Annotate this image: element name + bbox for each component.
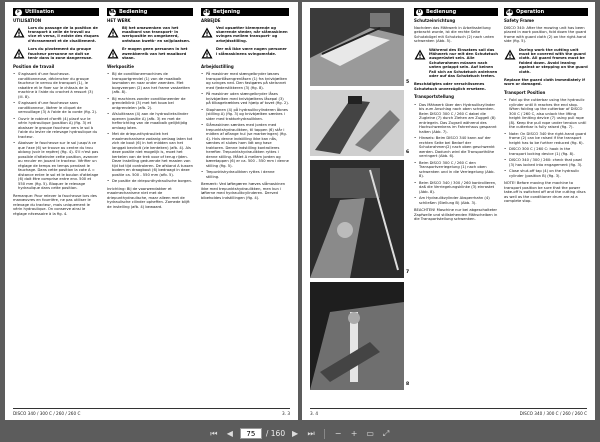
bullet-text: På maskiner med stængelbryder løsnes transportlåsengrenlåsen (1) fra knivbjælken og svinges ned. Den fastgøres på stelsnnet med fjederstikkeren (3) (fig. 8). (206, 72, 288, 90)
column-german (414, 8, 498, 396)
figure-5-photo (310, 8, 404, 86)
language-code-badge: NL (109, 8, 116, 14)
bullet-marker: • (201, 92, 204, 97)
bullet-marker: • (107, 179, 110, 184)
page-footer (310, 408, 587, 416)
page-right (302, 2, 595, 420)
section-subtitle: Schutzeinrichtung (414, 18, 456, 23)
warning-block (201, 26, 289, 44)
warning-block (107, 26, 193, 44)
bullet-marker: • (504, 169, 507, 174)
zoom-in-button[interactable] (348, 428, 360, 440)
zoom-in-icon: + (350, 429, 358, 438)
column-dutch (107, 8, 193, 396)
first-page-icon: ⏮ (210, 428, 218, 438)
bullet-marker: • (201, 72, 204, 77)
fit-page-icon: ▭ (366, 429, 374, 438)
figure-8-photo (310, 282, 404, 390)
page-navigation-toolbar (0, 425, 600, 442)
section-subtitle: HET WERK (107, 18, 131, 23)
bullet-item (13, 117, 99, 140)
prev-page-button[interactable] (224, 428, 236, 440)
warning-text: Lors du pivotement du groupe faucheur personne ne doit se tenir dans la zone dangereuse. (28, 47, 93, 60)
footer-model: DISCO 340 / 300 C / 260 / 260 C (519, 411, 587, 416)
bullet-text: Bij machines zonder conditioneerder de grendelklink (3) met het touw bel ontgrendelen (afb. 2). (112, 96, 186, 110)
bullet-marker: • (414, 180, 417, 185)
bullet-item (414, 136, 498, 159)
warning-triangle-icon (414, 48, 429, 79)
bullet-item (201, 92, 289, 106)
zoom-out-button[interactable] (332, 428, 344, 440)
language-code-badge: GB (506, 8, 513, 14)
bullet-marker: • (504, 147, 507, 152)
language-section-title: Utilisation (25, 8, 55, 15)
bullet-marker: • (504, 98, 507, 103)
warning-block (13, 47, 99, 60)
bullet-marker: • (107, 132, 110, 137)
note-paragraph: Beschädigtes oder verschlissenes Schutztuch unverzüglich ersetzen. (414, 82, 486, 91)
warning-text: Lors du passage de la position de transport à celle de travail ou vice et versa, il existe des risques d'écrasement et de cisaillement. (28, 25, 99, 43)
language-header (504, 8, 588, 16)
figure-5-number: 5 (406, 80, 410, 85)
bullet-item (504, 147, 588, 156)
bullet-text: På maskiner uden stængelbryder låses knivbjælken med knivbjælkens låsepal (3) på tilbagetrækkes ved hjælp af tovet (fig. 2). (206, 92, 289, 106)
language-header (201, 8, 289, 16)
bullet-text: Slåmaskinen sænkes med jorden med trepunktshydraulikken, til tappen (6) står i midten af aflange hul (se markeringen) (fig. 4). Hvis denne indstilling ikke kan nås, sænkes el slukes ham lidt ang hase traktoren. Denne indstilling kontrolleres herefter. Trepunktshydraulikken ryttes i denne stilling. Målet A mellem jorden og bæretappen (6) er ca. 500 - 550 mm i denne stilling (fig. 5). (206, 123, 289, 168)
figure-8-number: 8 (406, 382, 410, 387)
bullet-marker: • (201, 123, 204, 128)
bullet-text: Fold up the cutterbar using the hydraulic cylinder until it reaches the end stop. When folding up the cutterbar of DISCO 300 C / 260 C, also unlock the lifting height limiting device (7) using pull rope (8). Keep the pull rope under tension until the cutterbar is fully raised (fig. 7). (509, 98, 587, 130)
chevron-left-icon: ◀ (226, 429, 233, 438)
bullet-item (504, 158, 588, 167)
bullet-item (107, 97, 193, 111)
bullet-item (201, 170, 289, 179)
bullet-text: Close shut-off tap (4) on the hydraulic cylinder (position B) (fig. 3). (509, 169, 580, 178)
warning-triangle-icon (201, 26, 216, 44)
language-code-badge: D (417, 8, 422, 14)
bullet-text: De positie de driepunthydraulische borgen. (112, 179, 193, 184)
bullet-item (414, 181, 498, 195)
bullet-item (504, 98, 588, 130)
warning-block (414, 48, 498, 79)
bullet-item (107, 112, 193, 130)
remark-paragraph: NOTE! Before moving the machine to transport position be sure that the power take-off is switched off and the cutting discs as well as the conditioner drum are at a complete stop. (504, 181, 586, 204)
footer-page-number: 3. 3 (282, 411, 290, 416)
bullet-text: Note: On DISCO 340 the right-hand guard frame (2) can be raised if the transport height has to be further reduced (fig. 6). (509, 131, 587, 145)
section-subtitle: ARBEJDE (201, 18, 221, 23)
total-pages: / 160 (265, 429, 286, 438)
bullet-marker: • (414, 102, 417, 107)
fullscreen-button[interactable] (380, 428, 392, 440)
bullet-text: S'agissant d'une faucheuse-conditionneuse, déclencher du groupe faucheur le verrou de transport (1), le rabattre et le fixer sur le châssis de la machine à l'aide du crochet à ressort (3) (ill. 8). (18, 72, 93, 99)
warning-block (504, 48, 588, 74)
first-page-button[interactable] (208, 428, 220, 440)
bullet-marker: • (504, 158, 507, 163)
warning-text: During work the cutting unit must be covered with the guard cloth. All guard frames must be folded down. Avoid leaning against or stepping on the guard cloth. (519, 47, 588, 74)
toolbar-divider (324, 429, 325, 439)
fit-page-button[interactable] (364, 428, 376, 440)
bullet-text: Das Mähwerk über den Hydraulikzylinder bis zum Anschlag nach oben schwenken. Beim DISCO 300 C / 260 C dabei die Zugleine (7) durch Ziehen am Zuggell (8) entriegeln. Das Zugseil während des Hochschwenkens im Fahrerhaus gespannt halten (Abb. 7). (419, 102, 497, 134)
language-section-title: Betjening (213, 8, 241, 15)
bullet-marker: • (414, 160, 417, 165)
warning-triangle-icon (504, 48, 519, 74)
bullet-marker: • (13, 141, 16, 146)
bullet-item (201, 108, 289, 122)
language-code-badge: DK (203, 8, 210, 14)
fullscreen-icon: ⤢ (382, 428, 390, 438)
intro-paragraph: Nachdem das Mähwerk in Arbeitsstellung gebracht wurde, ist die rechte Seite Schutzbügel mit Schutztuch (2) nach unten schwenken (Abb. 5). (414, 25, 495, 43)
remark-paragraph: Bemærk: Ved løftegæren hæves slåmaskinen ikke med trepunktshydraulikken, men kun i løfterne med hydraulikcylinderen. Derved bibeholdes indstillingen (fig. 4). (201, 182, 286, 200)
figure-6-number: 6 (406, 150, 410, 155)
bullet-item (107, 179, 193, 184)
page-footer (13, 408, 290, 416)
warning-text: Während des Einsatzes soll das Mähwerk nur mit den Schutztuch ausgerüstet sein. Alle Schutzrahmen müssen nach unten gelappt sein. Auf keinen Fall sich an Schutztuch anlehnen oder auf das Schutztuch treten. (429, 47, 498, 78)
bullet-text: Abaisser le faucheuse sur le sol jusqu'à ce que l'axe (6) se trouve au centre du trou oblong (voir le repère) (fig. 4). S'il n'est pas possible d'atteindre cette position, avancer ou reculer en jouant le tracteur. Vérifier un réglage de temps en temps pendant le fauchage. Dans cette position la cote A = distance entre le sol et le boulon d'attelage (6) doit être comprise entre env. 500 et 550 mm (fig. 5). Bloquer le relevage hydraulique dans cette position. (18, 141, 99, 191)
figure-7-number: 7 (406, 270, 410, 275)
note-paragraph: Replace the guard cloth immediately if worn or damaged. (504, 77, 585, 87)
warning-triangle-icon (13, 47, 28, 60)
warning-text: Er mogen geen personen in het zwenkbereik van het maaibord staan. (122, 47, 188, 60)
bullet-text: DISCO 340 / 300 / 260: check that pawl (3) has locked into engagement (fig. 3). (509, 158, 583, 167)
section-subtitle: UTILISATION (13, 18, 42, 23)
warning-triangle-icon (13, 26, 28, 44)
bullet-item (414, 196, 498, 205)
column-english (504, 8, 588, 396)
bullet-marker: • (414, 196, 417, 201)
language-section-title: Operation (516, 8, 545, 15)
warning-triangle-icon (107, 47, 122, 60)
bullet-item (13, 101, 99, 115)
bullet-text: Afsluitkraan (4) aan de hydraulieksilinder openen (positie A) (afb. 3) en met de hefinrichting van de maaibalk gelijktijdig omlaag laten. (112, 112, 189, 130)
section-subtitle: Safety Frame (504, 18, 534, 23)
bullet-marker: • (201, 170, 204, 175)
section-heading: Transportstellung (414, 94, 454, 100)
bullet-item (201, 72, 289, 90)
bullet-marker: • (107, 112, 110, 117)
remark-paragraph: Inrichting: Bij de voorwendakker et maaimechanisme niet met de driepunthydraulische, maar alleen met de hydraulische cilinder opheffen. Zomede blijft de instelling (afb. 4) bewaard. (107, 186, 190, 209)
remark-paragraph: BEACHTEN! Maschine nur bei abgeschalteter Zapfwelle und stillstehenden Mähscheiben in die Transportstellung schwenken. (414, 208, 498, 222)
language-header (13, 8, 99, 16)
footer-model: DISCO 340 / 300 C / 260 / 260 C (13, 411, 81, 416)
bullet-text: Beim DISCO 300 C / 260 C den Transportverriegelung (1) nach oben schwenken und in die Verriegelung (Abb. 8). (419, 160, 495, 179)
page-left (5, 2, 298, 420)
warning-text: Der må ikke være nogen personer i slåmaskinens svingområde. (216, 47, 287, 56)
section-heading: Werkpositie (107, 63, 134, 69)
bullet-item (13, 141, 99, 191)
bullet-item (201, 123, 289, 168)
warning-triangle-icon (201, 47, 216, 60)
section-heading: Position de travail (13, 63, 55, 69)
warning-block (201, 47, 289, 60)
bullet-item (414, 103, 498, 135)
bullet-item (107, 132, 193, 177)
next-page-button[interactable] (289, 428, 301, 440)
last-page-icon: ⏭ (307, 428, 315, 438)
bullet-text: Am Hydraulikzylinder Absperrhahn (4) schließen (Stellung B) (Abb. 3). (419, 196, 490, 205)
bullet-item (504, 132, 588, 146)
figure-7-photo (310, 160, 404, 278)
bullet-text: Stophanen (4) på hydraulikcylinderen åbnes (stilling A) (fig. 3) og knivbjælken sænkes i sider med traktorhydraulikken. (206, 107, 288, 121)
remark-paragraph: Remarque: Pour relever la faucheuse lors des manœuvres en fourrière, ne pas utiliser le relevage du tracteur, mais uniquement le vérin hydraulique. On conserve ainsi le réglage nécessaire à la fig. 4. (13, 193, 97, 216)
bullet-marker: • (13, 116, 16, 121)
chevron-right-icon: ▶ (292, 429, 299, 438)
bullet-text: Beim DISCO 340 / 300 / 260 kontrollieren, daß die Verriegelungsklinke (3) einrastet (Abb. 8). (419, 180, 497, 194)
warning-text: Bij het omzwenken van het maaibord van transport- in werkpositie en omgekeerd, ontstaan kwetk- en snijplaatsen. (122, 25, 191, 43)
bullet-text: Hinweis: Beim DISCO 340 kann auf der rechten Seite bei Bedarf der Schutzrahmen(2) nach oben geschwenkt werden. Dadurch wird die Transporthöhe verringert (Abb. 6). (419, 136, 495, 159)
bullet-text: DISCO 300 C / 260 C: hook in the transport locking device (1) (fig. 8). (509, 147, 575, 156)
warning-triangle-icon (107, 26, 122, 44)
warning-text: Ved opsætter klemmende og skærende steder, når slåmaskinen svinges mellem transport- og arbejdsstilling. (216, 25, 288, 43)
bullet-marker: • (414, 136, 417, 141)
column-french (13, 8, 99, 396)
language-section-title: Bedienung (426, 8, 457, 15)
language-header (414, 8, 498, 16)
bullet-text: S'agissant d'une faucheuse sans conditionneur, libérer le cliquet de verrouillage (3) à l'aide de la corde (fig. 2). (18, 101, 98, 115)
language-section-title: Bediening (119, 8, 148, 15)
language-code-badge: F (15, 9, 22, 16)
bullet-marker: • (107, 72, 110, 77)
warning-block (13, 26, 99, 44)
section-heading: Transport Position (504, 89, 546, 95)
bullet-text: Trepunktshydraulikken ryttes i denne stilling. (206, 170, 275, 179)
bullet-item (414, 161, 498, 179)
bullet-item (13, 72, 99, 99)
zoom-out-icon: − (334, 429, 342, 438)
last-page-button[interactable] (305, 428, 317, 440)
bullet-text: Ouvrir le robinet d'arrêt (4) placé sur le vérin hydraulique (position A) (fig. 3) et abaisser le groupe faucheur vers le sol à l'aide du levier de relevage hydraulique du tracteur. (18, 116, 98, 139)
bullet-text: Met de driepunthydrauliek het maaimechanisme zodanig omlaag laten tot zich de bout (6) in het midden van het langgat bevindt (zie kenteken) (afb. 4). Als deze positie niet mogelijk is, moet het kerkelen van de trek voor of terug rijden. Deze instelling gedurende het maaien van tijd tot tijd controleren. De afstand A tussen bodem en draagbout (6) bedraagt in deze positie ca. 500 - 550 mm (afb. 5). (112, 132, 193, 177)
bullet-item (107, 72, 193, 95)
footer-page-number: 3. 4 (310, 411, 318, 416)
bullet-marker: • (13, 72, 16, 77)
bullet-marker: • (13, 101, 16, 106)
section-heading: Arbejdsstilling (201, 63, 234, 69)
column-danish (201, 8, 289, 396)
bullet-marker: • (107, 96, 110, 101)
bullet-item (504, 169, 588, 178)
warning-block (107, 47, 193, 60)
figure-6-photo (310, 90, 404, 156)
language-header (107, 8, 193, 16)
bullet-text: Bij de conditionermachines de transportgrendel (1) van de maaibalk losmaken en naar onder zwenken. Met borgveerpen (2) aan het frame vastzetten (afb. 8). (112, 72, 191, 95)
intro-paragraph: DISCO 340: After the mowing unit has been placed in work position, fold down the guard frame with guard cloth (2) on the right-hand side (fig. 5). (504, 25, 587, 43)
bullet-marker: • (504, 131, 507, 136)
bullet-marker: • (201, 107, 204, 112)
page-number-input[interactable] (240, 428, 262, 439)
